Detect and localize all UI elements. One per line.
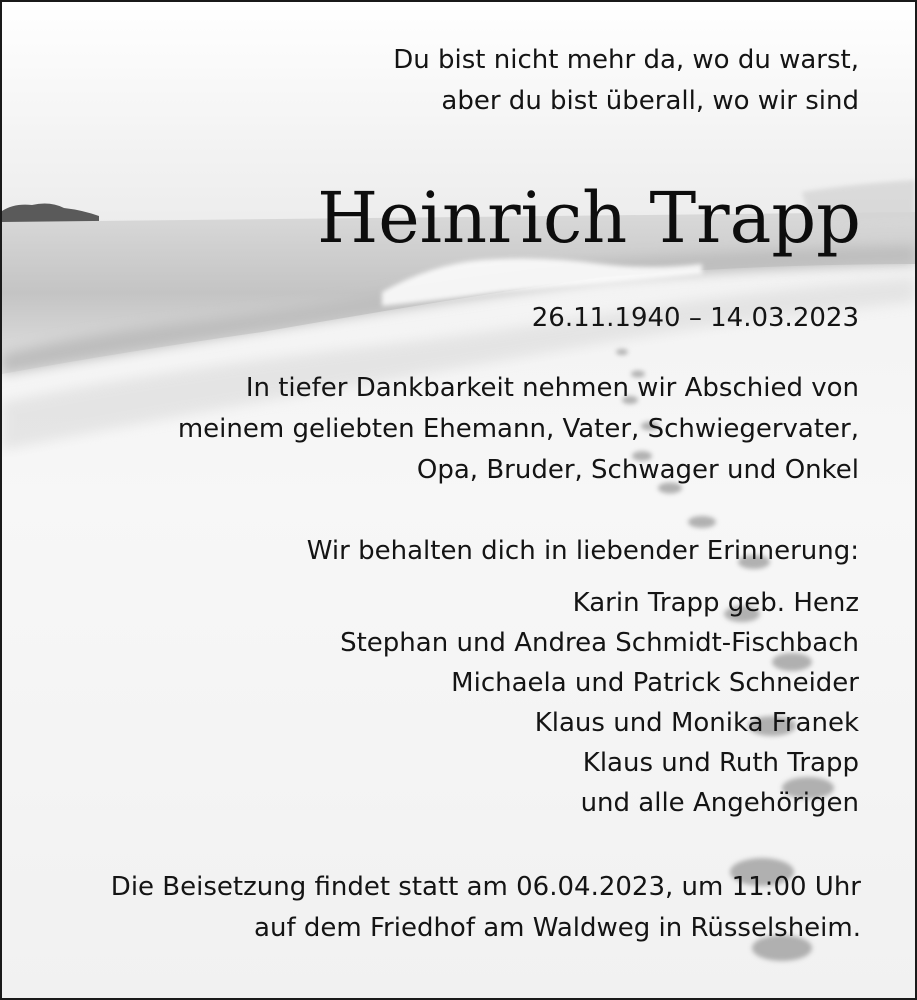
mourner-entry: und alle Angehörigen <box>580 788 859 818</box>
farewell-line: In tiefer Dankbarkeit nehmen wir Abschied von <box>245 373 859 403</box>
life-dates: 26.11.1940 – 14.03.2023 <box>531 303 859 333</box>
deceased-name: Heinrich Trapp <box>317 177 861 259</box>
farewell-text <box>178 368 859 491</box>
notice-text <box>2 2 915 998</box>
funeral-line: auf dem Friedhof am Waldweg in Rüsselsheim. <box>254 913 861 943</box>
mourner-entry: Michaela und Patrick Schneider <box>451 668 859 698</box>
mourner-entry: Klaus und Ruth Trapp <box>582 748 859 778</box>
mourner-entry: Karin Trapp geb. Henz <box>572 588 859 618</box>
quote <box>393 40 859 122</box>
funeral-line: Die Beisetzung findet statt am 06.04.2023, um 11:00 Uhr <box>110 872 861 902</box>
remembrance-line: Wir behalten dich in liebender Erinnerung: <box>306 536 859 566</box>
mourner-entry: Klaus und Monika Franek <box>534 708 859 738</box>
funeral-info <box>111 867 861 949</box>
quote-line: Du bist nicht mehr da, wo du warst, <box>393 45 859 75</box>
quote-line: aber du bist überall, wo wir sind <box>441 86 859 116</box>
farewell-line: Opa, Bruder, Schwager und Onkel <box>416 455 859 485</box>
mourner-entry: Stephan und Andrea Schmidt-Fischbach <box>340 628 859 658</box>
mourners-list <box>340 583 859 823</box>
farewell-line: meinem geliebten Ehemann, Vater, Schwiegervater, <box>177 414 859 444</box>
